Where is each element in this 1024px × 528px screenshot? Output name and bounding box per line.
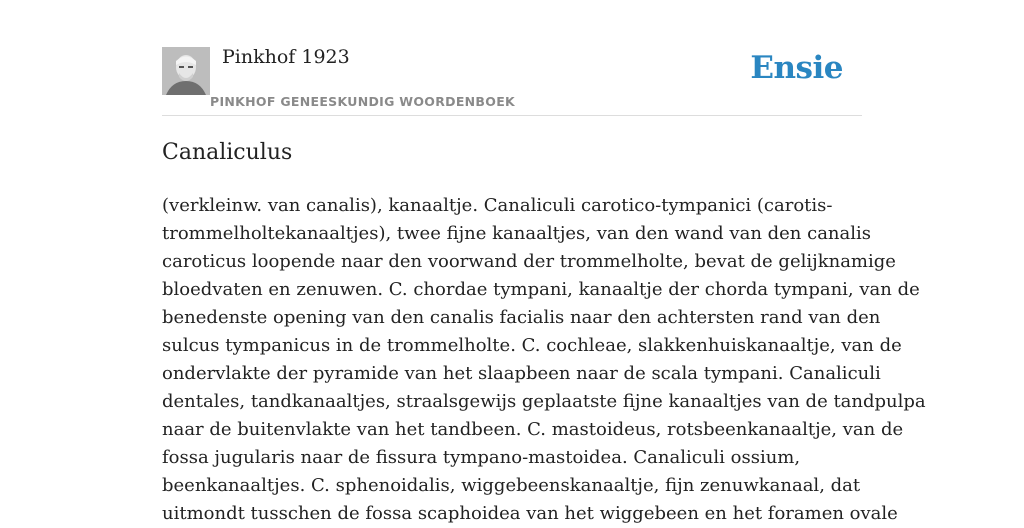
author-portrait-icon [162, 47, 210, 95]
body-line: bloedvaten en zenuwen. C. chordae tympani, kanaaltje der chorda tympani, van de [162, 279, 920, 300]
body-line: (verkleinw. van canalis), kanaaltje. Canaliculi carotico-tympanici (carotis- [162, 195, 833, 216]
article-title: Canaliculus [162, 140, 293, 165]
header [162, 0, 862, 116]
body-line: caroticus loopende naar den voorwand der trommelholte, bevat de gelijknamige [162, 251, 896, 272]
body-line: trommelholtekanaaltjes), twee fijne kanaaltjes, van den wand van den canalis [162, 223, 872, 244]
brand-logo[interactable]: Ensie [750, 50, 843, 86]
body-line: fossa jugularis naar de fissura tympano-mastoidea. Canaliculi ossium, [162, 447, 801, 468]
author-name[interactable]: Pinkhof 1923 [222, 46, 350, 68]
source-title[interactable]: PINKHOF GENEESKUNDIG WOORDENBOEK [210, 94, 516, 109]
body-line: dentales, tandkanaaltjes, straalsgewijs geplaatste fijne kanaaltjes van de tandpulpa [162, 391, 926, 412]
body-line: benedenste opening van den canalis facialis naar den achtersten rand van den [162, 307, 881, 328]
author-avatar[interactable] [162, 47, 210, 95]
body-line: uitmondt tusschen de fossa scaphoidea van het wiggebeen en het foramen ovale [162, 503, 898, 524]
body-line: sulcus tympanicus in de trommelholte. C. cochleae, slakkenhuiskanaaltje, van de [162, 335, 902, 356]
body-line: beenkanaaltjes. C. sphenoidalis, wiggebeenskanaaltje, fijn zenuwkanaal, dat [162, 475, 861, 496]
body-line: ondervlakte der pyramide van het slaapbeen naar de scala tympani. Canaliculi [162, 363, 881, 384]
article-body [162, 192, 926, 528]
body-line: naar de buitenvlakte van het tandbeen. C. mastoideus, rotsbeenkanaaltje, van de [162, 419, 904, 440]
